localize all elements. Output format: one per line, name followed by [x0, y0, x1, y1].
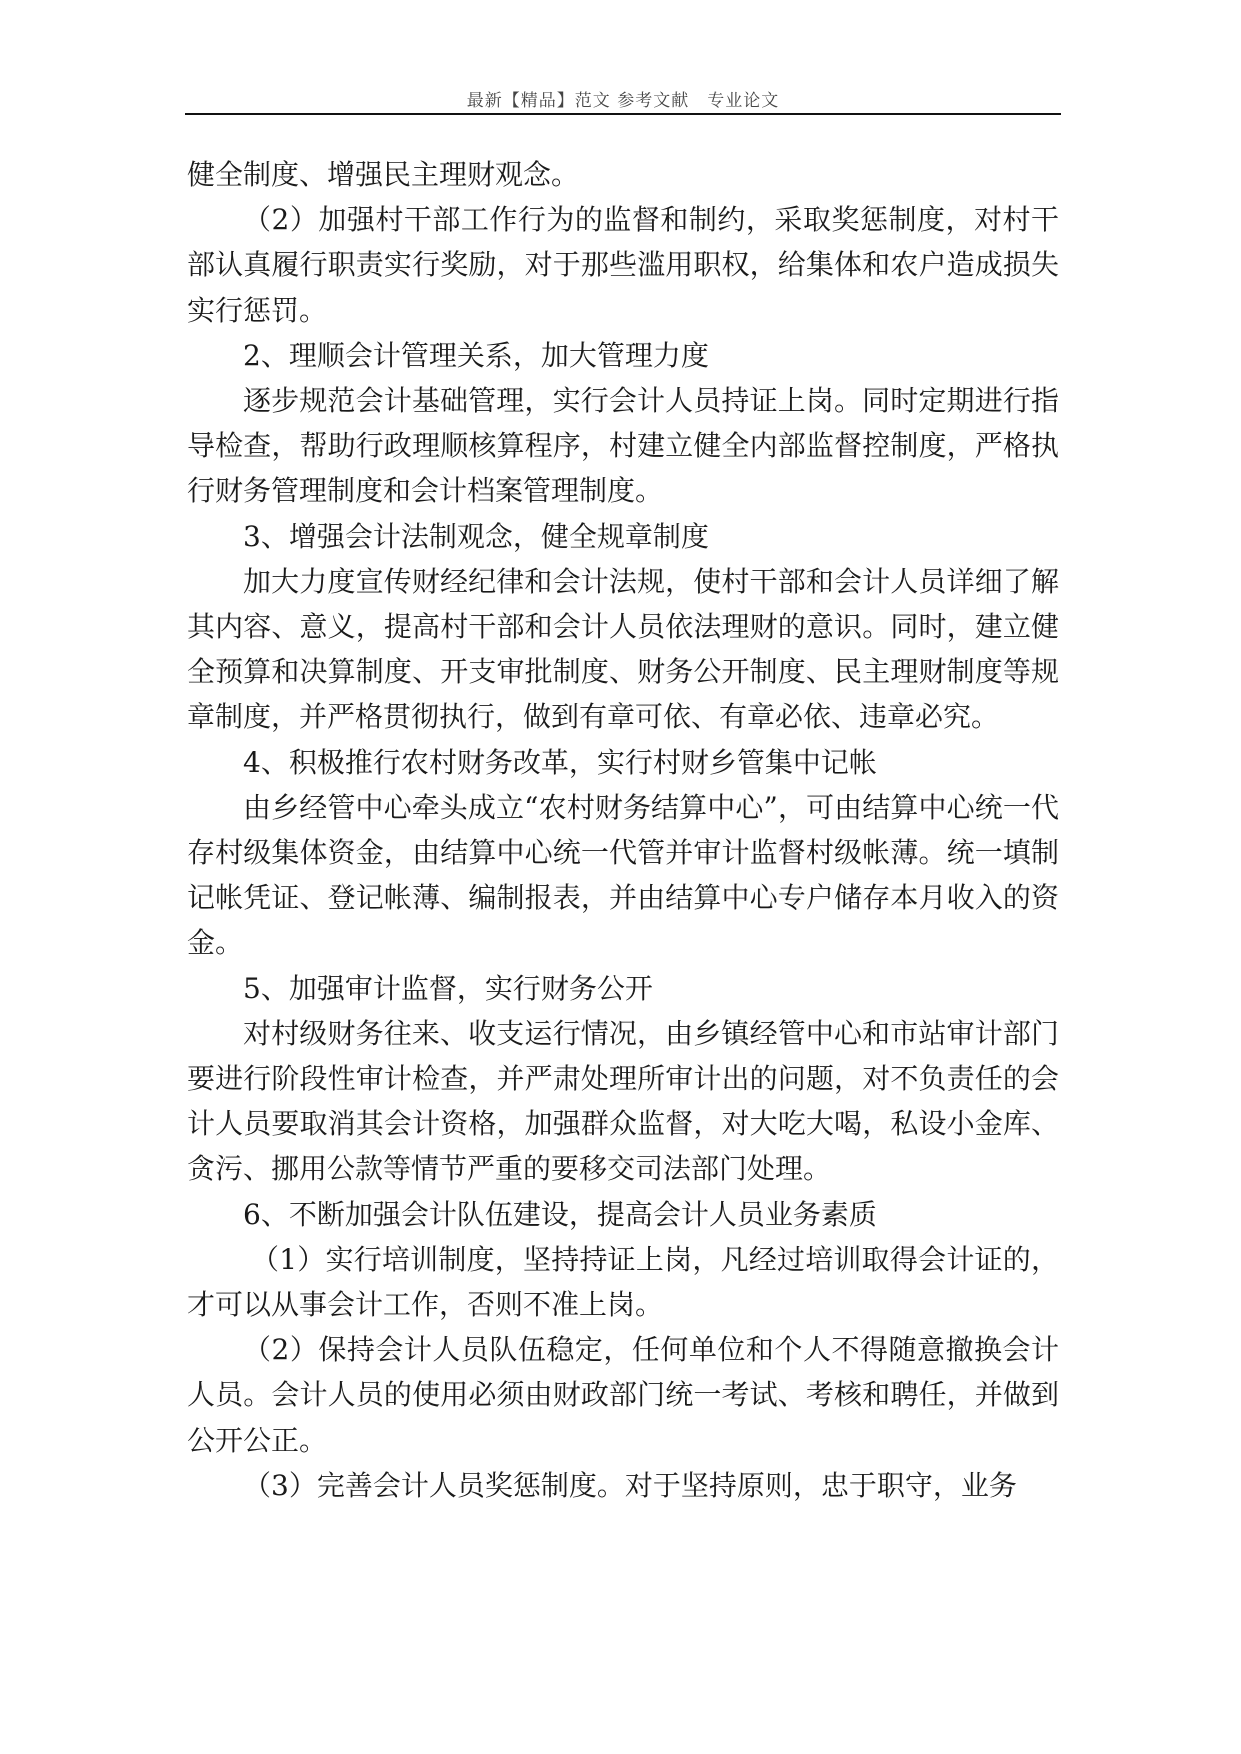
document-body — [187, 152, 1059, 1508]
paragraph: 逐步规范会计基础管理，实行会计人员持证上岗。同时定期进行指导检查，帮助行政理顺核算程序，村建立健全内部监督控制度，严格执行财务管理制度和会计档案管理制度。 — [187, 384, 1059, 508]
paragraph: （3）完善会计人员奖惩制度。对于坚持原则，忠于职守，业务 — [243, 1468, 1017, 1502]
paragraph: 加大力度宣传财经纪律和会计法规，使村干部和会计人员详细了解其内容、意义，提高村干部和会计人员依法理财的意识。同时，建立健全预算和决算制度、开支审批制度、财务公开制度、民主理财制度等规章制度，并严格贯彻执行，做到有章可依、有章必依、违章必究。 — [187, 564, 1059, 734]
section-heading: 4、积极推行农村财务改革，实行村财乡管集中记帐 — [243, 745, 877, 779]
section-heading: 3、增强会计法制观念，健全规章制度 — [243, 519, 709, 553]
page-header: 最新【精品】范文 参考文献 专业论文 — [466, 91, 780, 111]
section-heading: 5、加强审计监督，实行财务公开 — [243, 971, 653, 1005]
header-divider — [185, 113, 1061, 115]
paragraph: （1）实行培训制度，坚持持证上岗，凡经过培训取得会计证的，才可以从事会计工作，否则不准上岗。 — [187, 1242, 1059, 1322]
paragraph: 健全制度、增强民主理财观念。 — [187, 158, 580, 191]
paragraph: 由乡经管中心牵头成立“农村财务结算中心”，可由结算中心统一代存村级集体资金，由结算中心统一代管并审计监督村级帐薄。统一填制记帐凭证、登记帐薄、编制报表，并由结算中心专户储存本月收入的资金。 — [187, 790, 1059, 960]
paragraph: （2）加强村干部工作行为的监督和制约，采取奖惩制度，对村干部认真履行职责实行奖励，对于那些滥用职权，给集体和农户造成损失实行惩罚。 — [187, 203, 1059, 327]
paragraph: （2）保持会计人员队伍稳定，任何单位和个人不得随意撤换会计人员。会计人员的使用必须由财政部门统一考试、考核和聘任，并做到公开公正。 — [187, 1333, 1059, 1457]
paragraph: 对村级财务往来、收支运行情况，由乡镇经管中心和市站审计部门要进行阶段性审计检查，并严肃处理所审计出的问题，对不负责任的会计人员要取消其会计资格，加强群众监督，对大吃大喝，私设小金库、贪污、挪用公款等情节严重的要移交司法部门处理。 — [187, 1016, 1059, 1186]
section-heading: 6、不断加强会计队伍建设，提高会计人员业务素质 — [243, 1197, 877, 1231]
section-heading: 2、理顺会计管理关系，加大管理力度 — [243, 338, 709, 372]
